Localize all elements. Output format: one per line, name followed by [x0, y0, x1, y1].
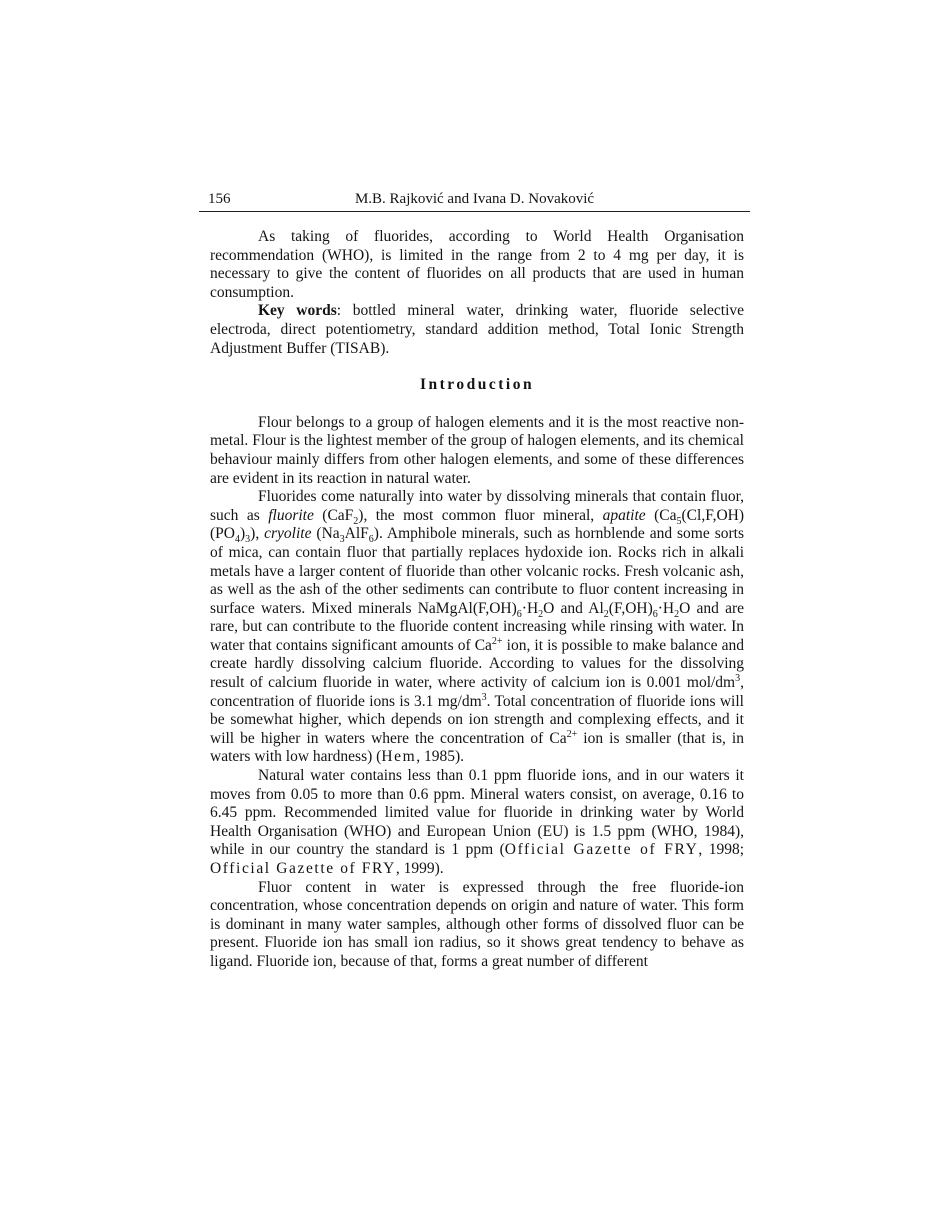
text-run: Natural water contains less than 0.1 ppm fluoride ions, and in our waters it moves from 0.05 to more than 0.6 ppm. Mineral waters consist, on average, 0.16 to 6.45 ppm. Recommended limited value for fluoride in drinking water by World Health Organisation (WHO) and European Union (EU) is 1.5 ppm (WHO, 1984), while in our country the standard is 1 ppm (	[210, 767, 744, 859]
text-run-italic: cryolite	[264, 525, 312, 543]
section-heading-introduction	[210, 376, 744, 395]
text-run: Fluor content in water is expressed through the free fluoride-ion concentration, whose concentration depends on origin and nature of water. This form is dominant in many water samples, although other forms of dissolved fluor can be present. Fluoride ion has small ion radius, so it shows great tendency to behave as ligand. Fluoride ion, because of that, forms a great number of different	[210, 878, 744, 970]
text-run: . Total concentration of fluoride ions will be somewhat higher, which depends on ion strength and complexing effects, and it will be higher in waters where the concentration of Ca	[210, 692, 744, 747]
text-run-spaced: Hem	[381, 748, 417, 766]
text-run-sub: 2	[603, 608, 609, 620]
text-run-sub: 5	[676, 515, 682, 527]
text-run: ·H	[657, 599, 675, 617]
page-header	[199, 191, 750, 212]
text-run-sub: 2	[538, 608, 544, 620]
text-run-sub: 2	[674, 608, 680, 620]
text-run: , 1998;	[698, 841, 745, 859]
text-run: ),	[250, 525, 265, 543]
text-run-sub: 3	[339, 534, 345, 546]
running-title: M.B. Rajković and Ivana D. Novaković	[354, 191, 595, 207]
text-run: AlF	[344, 525, 369, 543]
text-run: )	[239, 525, 246, 543]
text-run-sub: 4	[234, 534, 240, 546]
text-run: O and are rare, but can contribute to the fluoride content increasing while rinsing with water. In water that contains significant amounts of Ca	[210, 599, 745, 654]
text-run: ·H	[521, 599, 539, 617]
text-run: (Na	[311, 525, 340, 543]
text-run: ion is smaller (that is, in waters with low hardness) (	[210, 729, 744, 766]
text-run: , 1985).	[416, 748, 465, 766]
text-run: (F,OH)	[608, 599, 653, 617]
text-run: : bottled mineral water, drinking water, fluoride selective electroda, direct potentiometry, standard addition method, Total Ionic Strength Adjustment Buffer (TISAB).	[210, 302, 745, 357]
text-run: Fluorides come naturally into water by dissolving minerals that contain fluor, such as	[210, 488, 744, 524]
text-run: ). Amphibole minerals, such as hornblende and some sorts of mica, can contain fluor that partially replaces hydoxide ion. Rocks rich in alkali metals have a larger content of fluoride than other volcanic rocks. Fresh volcanic ash, as well as the ash of the other sediments can contribute to fluor content increasing in surface waters. Mixed minerals NaMgAl(F,OH)	[210, 525, 744, 617]
text-run: ), the most common fluor mineral,	[358, 506, 603, 524]
text-run: (CaF	[313, 506, 354, 524]
text-run: Flour belongs to a group of halogen elements and it is the most reactive non-metal. Flour is the lightest member of the group of halogen elements, and its chemical behaviour mainly differs from other halogen elements, and some of these differences are evident in its reaction in natural water.	[210, 413, 744, 487]
text-run-sup: 3	[481, 691, 487, 703]
text-run-sub: 6	[368, 534, 374, 546]
text-run: ion, it is possible to make balance and create hardly dissolving calcium fluoride. According to values for the dissolving result of calcium fluoride in water, where activity of calcium ion is 0.001 mol/dm	[210, 636, 745, 692]
text-run-italic: apatite	[602, 506, 646, 524]
text-run-sup: 2+	[566, 728, 578, 740]
text-run-sup: 3	[735, 672, 741, 684]
text-run-sup: 2+	[491, 635, 503, 647]
page-number: 156	[208, 191, 231, 207]
text-run: (Ca	[645, 506, 677, 524]
keywords-paragraph	[210, 302, 744, 358]
text-run-spaced: Official Gazette of FRY	[504, 841, 699, 859]
abstract-paragraph	[210, 228, 744, 302]
text-run-sub: 6	[516, 608, 522, 620]
page-body	[210, 228, 744, 972]
text-run: (Cl,F,OH)(PO	[210, 506, 744, 543]
text-run-sub: 3	[245, 534, 251, 546]
text-run: , concentration of fluoride ions is 3.1 mg/dm	[210, 674, 744, 710]
text-run: O and Al	[543, 599, 604, 617]
intro-paragraph-4	[210, 879, 744, 972]
text-run: , 1999).	[395, 860, 444, 877]
text-run: As taking of fluorides, according to World Health Organisation recommendation (WHO), is limited in the range from 2 to 4 mg per day, it is necessary to give the content of fluorides on all products that are used in human consumption.	[210, 228, 744, 301]
text-run-sub: 2	[353, 515, 359, 527]
intro-paragraph-2	[210, 488, 744, 767]
intro-paragraph-1	[210, 414, 744, 488]
text-run-spaced: Official Gazette of FRY	[210, 860, 396, 877]
text-run-bold: Key words	[258, 302, 337, 320]
text-run-sub: 6	[652, 608, 658, 620]
intro-paragraph-3	[210, 767, 744, 879]
text-run: Introduction	[419, 376, 535, 394]
text-run-italic: fluorite	[268, 506, 314, 524]
